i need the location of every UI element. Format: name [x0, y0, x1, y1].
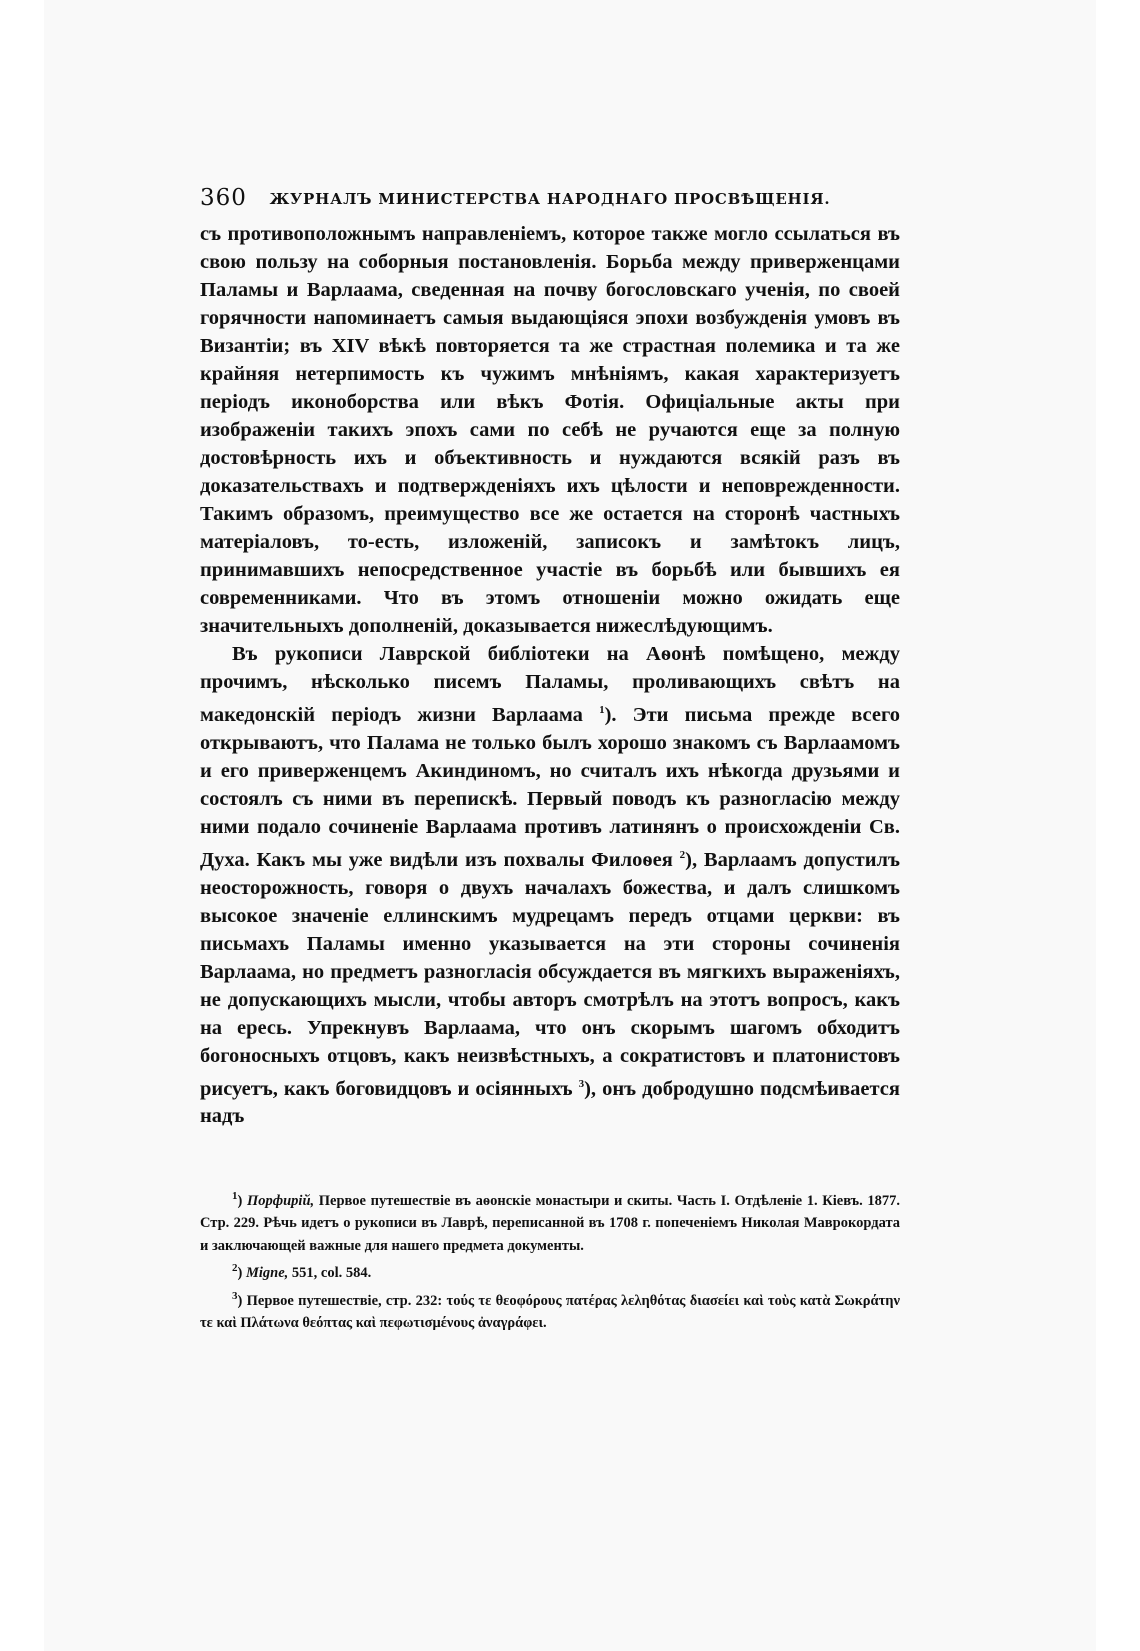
footnote-marker-2: 2	[679, 848, 686, 861]
footnote-2-marker: 2	[232, 1262, 238, 1275]
footnote-1-author: Порфирій,	[246, 1192, 315, 1209]
footnote-1-marker: 1	[232, 1190, 238, 1202]
main-text	[200, 220, 900, 1130]
page-number: 360	[200, 185, 247, 211]
footnote-1-text: Первое путешествіе въ аѳонскіе монастыри и скиты. Часть I. Отдѣленіе 1. Кіевъ. 1877. Стр. 229. Рѣчь идетъ о рукописи въ Лаврѣ, переписанной въ 1708 г. попеченіемъ Николая Маврокордата и заключающей важные для нашего предмета документы.	[200, 1192, 900, 1254]
footnote-marker-1: 1	[599, 704, 605, 716]
paragraph-text: ). Эти письма прежде всего открываютъ, что Палама не только былъ хорошо знакомъ съ Варлаамомъ и его приверженцемъ Акиндиномъ, но считалъ ихъ нѣкогда друзьями и состоялъ съ ними въ перепискѣ. Первый поводъ къ разногласію между ними подало сочиненіе Варлаама противъ латинянъ о происхожденіи Св. Духа. Какъ мы уже видѣли изъ похвалы Филоѳея	[200, 703, 901, 871]
footnote-2-text: 551, col. 584.	[291, 1265, 372, 1282]
page-header	[200, 185, 900, 211]
paragraph-text: съ противоположнымъ направленіемъ, которое также могло ссылаться въ свою пользу на соборныя постановленія. Борьба между приверженцами Паламы и Варлаама, сведенная на почву богословскаго ученія, по своей горячности напоминаетъ самыя выдающіяся эпохи возбужденія умовъ въ Византіи; въ XIV вѣкѣ повторяется та же страстная полемика и та же крайняя нетерпимость къ чужимъ мнѣніямъ, какая характеризуетъ періодъ иконоборства или вѣкъ Фотія. Офиціальные акты при изображеніи такихъ эпохъ сами по себѣ не ручаются еще за полную достовѣрность ихъ и объективность и нуждаются всякій разъ въ доказательствахъ и подтвержденіяхъ ихъ цѣлости и неповрежденности. Такимъ образомъ, преимущество все же остается на сторонѣ частныхъ матеріаловъ, то-есть, изложеній, записокъ и замѣтокъ лицъ, принимавшихъ непосредственное участіе въ борьбѣ или бывшихъ ея современниками. Что въ этомъ отношеніи можно ожидать еще значительныхъ дополненій, доказывается нижеслѣдующимъ.	[200, 223, 900, 637]
footnote-3-text: Первое путешествіе, стр. 232: τούς τε θεοφόρους πατέρας λεληθότας διασείει καὶ τοὺς κατὰ Σωκράτην τε καὶ Πλάτωνα θεόπτας καὶ πεφωτισμένους ἀναγράφει.	[200, 1292, 900, 1331]
footnote-marker-3: 3	[578, 1077, 585, 1090]
footnote-3: $^3$) Первое путешествіе, стр. 232: τούς τε θεοφόρους πατέρας λεληθότας διασείει καὶ τοὺς κατὰ Σωκράτην τε καὶ Πλάτωνα θεόπτας καὶ πεφωτισμένους ἀναγράφει.	[200, 1289, 900, 1331]
footnote-3-marker: 3	[232, 1289, 238, 1302]
paragraph-text: ), Варлаамъ допустилъ неосторожность, говоря о двухъ началахъ божества, и далъ слишкомъ высокое значеніе еллинскимъ мудрецамъ передъ отцами церкви: въ письмахъ Паламы именно указывается на эти стороны сочиненія Варлаама, но предметъ разногласія обсуждается въ мягкихъ выраженіяхъ, не допускающихъ мысли, чтобы авторъ смотрѣлъ на этотъ вопросъ, какъ на ересь. Упрекнувъ Варлаама, что онъ скорымъ шагомъ обходитъ богоносныхъ отцовъ, какъ неизвѣстныхъ, а сократистовъ и платонистовъ рисуетъ, какъ боговидцовъ и осіянныхъ	[200, 848, 900, 1100]
footnotes	[200, 1185, 900, 1334]
footnote-1: $^1$) Порфирій, Первое путешествіе въ аѳонскіе монастыри и скиты. Часть I. Отдѣленіе 1. Кіевъ. 1877. Стр. 229. Рѣчь идетъ о рукописи въ Лаврѣ, переписанной въ 1708 г. попеченіемъ Николая Маврокордата и заключающей важные для нашего предмета документы.	[200, 1190, 900, 1254]
paragraph	[200, 640, 900, 1130]
footnote-2-author: Migne,	[245, 1265, 289, 1282]
paragraph	[200, 220, 900, 640]
running-title: ЖУРНАЛЪ МИНИСТЕРСТВА НАРОДНАГО ПРОСВѢЩЕНІЯ.	[269, 190, 831, 208]
paragraph-text: Въ рукописи Лаврской библіотеки на Аѳонѣ помѣщено, между прочимъ, нѣсколько писемъ Паламы, проливающихъ свѣтъ на македонскій періодъ жизни Варлаама	[200, 643, 900, 726]
paragraph-text: ), онъ добродушно подсмѣивается надъ	[200, 1077, 900, 1128]
footnote-2: $^2$) Migne, 551, col. 584.	[232, 1262, 372, 1282]
